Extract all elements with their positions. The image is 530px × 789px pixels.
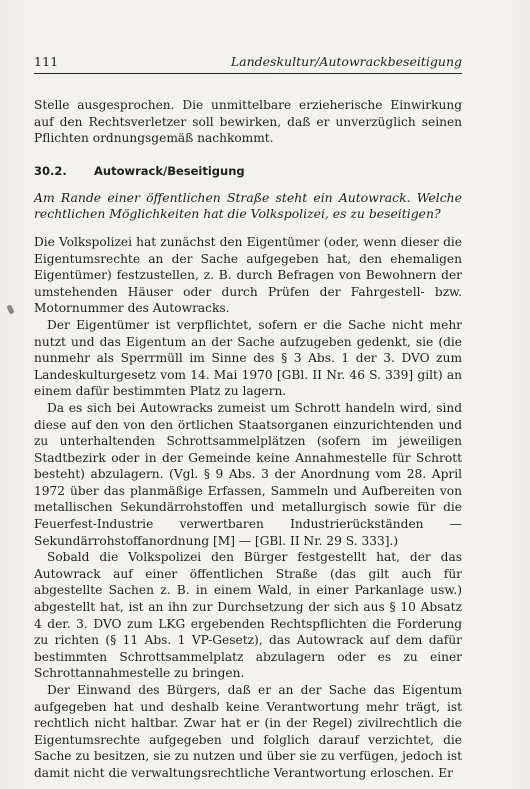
page-header [34,54,462,70]
header-rule [34,73,462,74]
section-number: 30.2. [34,163,67,178]
running-title: Landeskultur/Autowrackbeseitigung [230,54,462,69]
section-title: Autowrack/Beseitigung [94,163,245,178]
margin-mark [6,304,14,314]
page-body [34,97,462,782]
paragraph-5: Der Einwand des Bürgers, daß er an der Sache das Eigentum aufgegeben hat und deshalb keine Verantwortung mehr trägt, ist rechtlich nicht haltbar. Zwar hat er (in der Regel) zivilrechtlich die Eigentumsrechte aufgegeben und folglich darauf verzichtet, die Sache zu besitzen, sie zu nutzen und über sie zu verfügen, jedoch ist damit nicht die verwaltungsrechtliche Verantwortung erloschen. Er [34,683,462,780]
paragraph-4: Sobald die Volkspolizei den Bürger festgestellt hat, der das Autowrack auf einer öffentlichen Straße (das gilt auch für abgestellte Sachen z. B. in einem Wald, in einer Parkanlage usw.) abgestellt hat, ist an ihn zur Durchsetzung der sich aus § 10 Absatz 4 der. 3. DVO zum LKG ergebenden Rechtspflichten die Forderung zu richten (§ 11 Abs. 1 VP-Gesetz), das Autowrack auf dem dafür bestimmten Schrottsammelplatz abzulagern oder es zu einer Schrottannahmestelle zu bringen. [34,550,462,681]
intro-paragraph: Stelle ausgesprochen. Die unmittelbare erzieherische Einwirkung auf den Rechtsverletzer soll bewirken, daß er unverzüglich seinen Pflichten ordnungsgemäß nachkommt. [34,98,462,146]
section-heading [34,163,462,179]
paragraph-3: Da es sich bei Autowracks zumeist um Schrott handeln wird, sind diese auf den von den örtlichen Staatsorganen einzurichtenden und zu unterhaltenden Schrottsammelplätzen (sofern im jeweiligen Stadtbezirk oder in der Gemeinde keine Annahmestelle für Schrott besteht) abzulagern. (Vgl. § 9 Abs. 3 der Anordnung vom 28. April 1972 über das planmäßige Erfassen, Sammeln und Aufbereiten von metallischen Sekundärrohstoffen und metallurgisch sowie für die Feuerfest-Industrie verwertbaren Industrierückständen — Sekundärrohstoffanordnung [M] — [GBl. II Nr. 29 S. 333].) [34,400,462,548]
paragraph-1: Die Volkspolizei hat zunächst den Eigentümer (oder, wenn dieser die Eigentumsrechte an der Sache aufgegeben hat, den ehemaligen Eigentümer) festzustellen, z. B. durch Befragen von Bewohnern der umstehenden Häuser oder durch Prüfen der Fahrgestell- bzw. Motornummer des Autowracks. [34,234,462,316]
case-question: Am Rande einer öffentlichen Straße steht ein Autowrack. Welche rechtlichen Möglichkeiten hat die Volkspolizei, es zu beseitigen? [34,189,462,222]
paragraph-2: Der Eigentümer ist verpflichtet, sofern er die Sache nicht mehr nutzt und das Eigentum an der Sache aufzugeben gedenkt, sie (die nunmehr als Sperrmüll im Sinne des § 3 Abs. 1 der 3. DVO zum Landeskulturgesetz vom 14. Mai 1970 [GBl. II Nr. 46 S. 339] gilt) an einem dafür bestimmten Platz zu lagern. [34,317,462,399]
page-number: 111 [34,54,59,69]
